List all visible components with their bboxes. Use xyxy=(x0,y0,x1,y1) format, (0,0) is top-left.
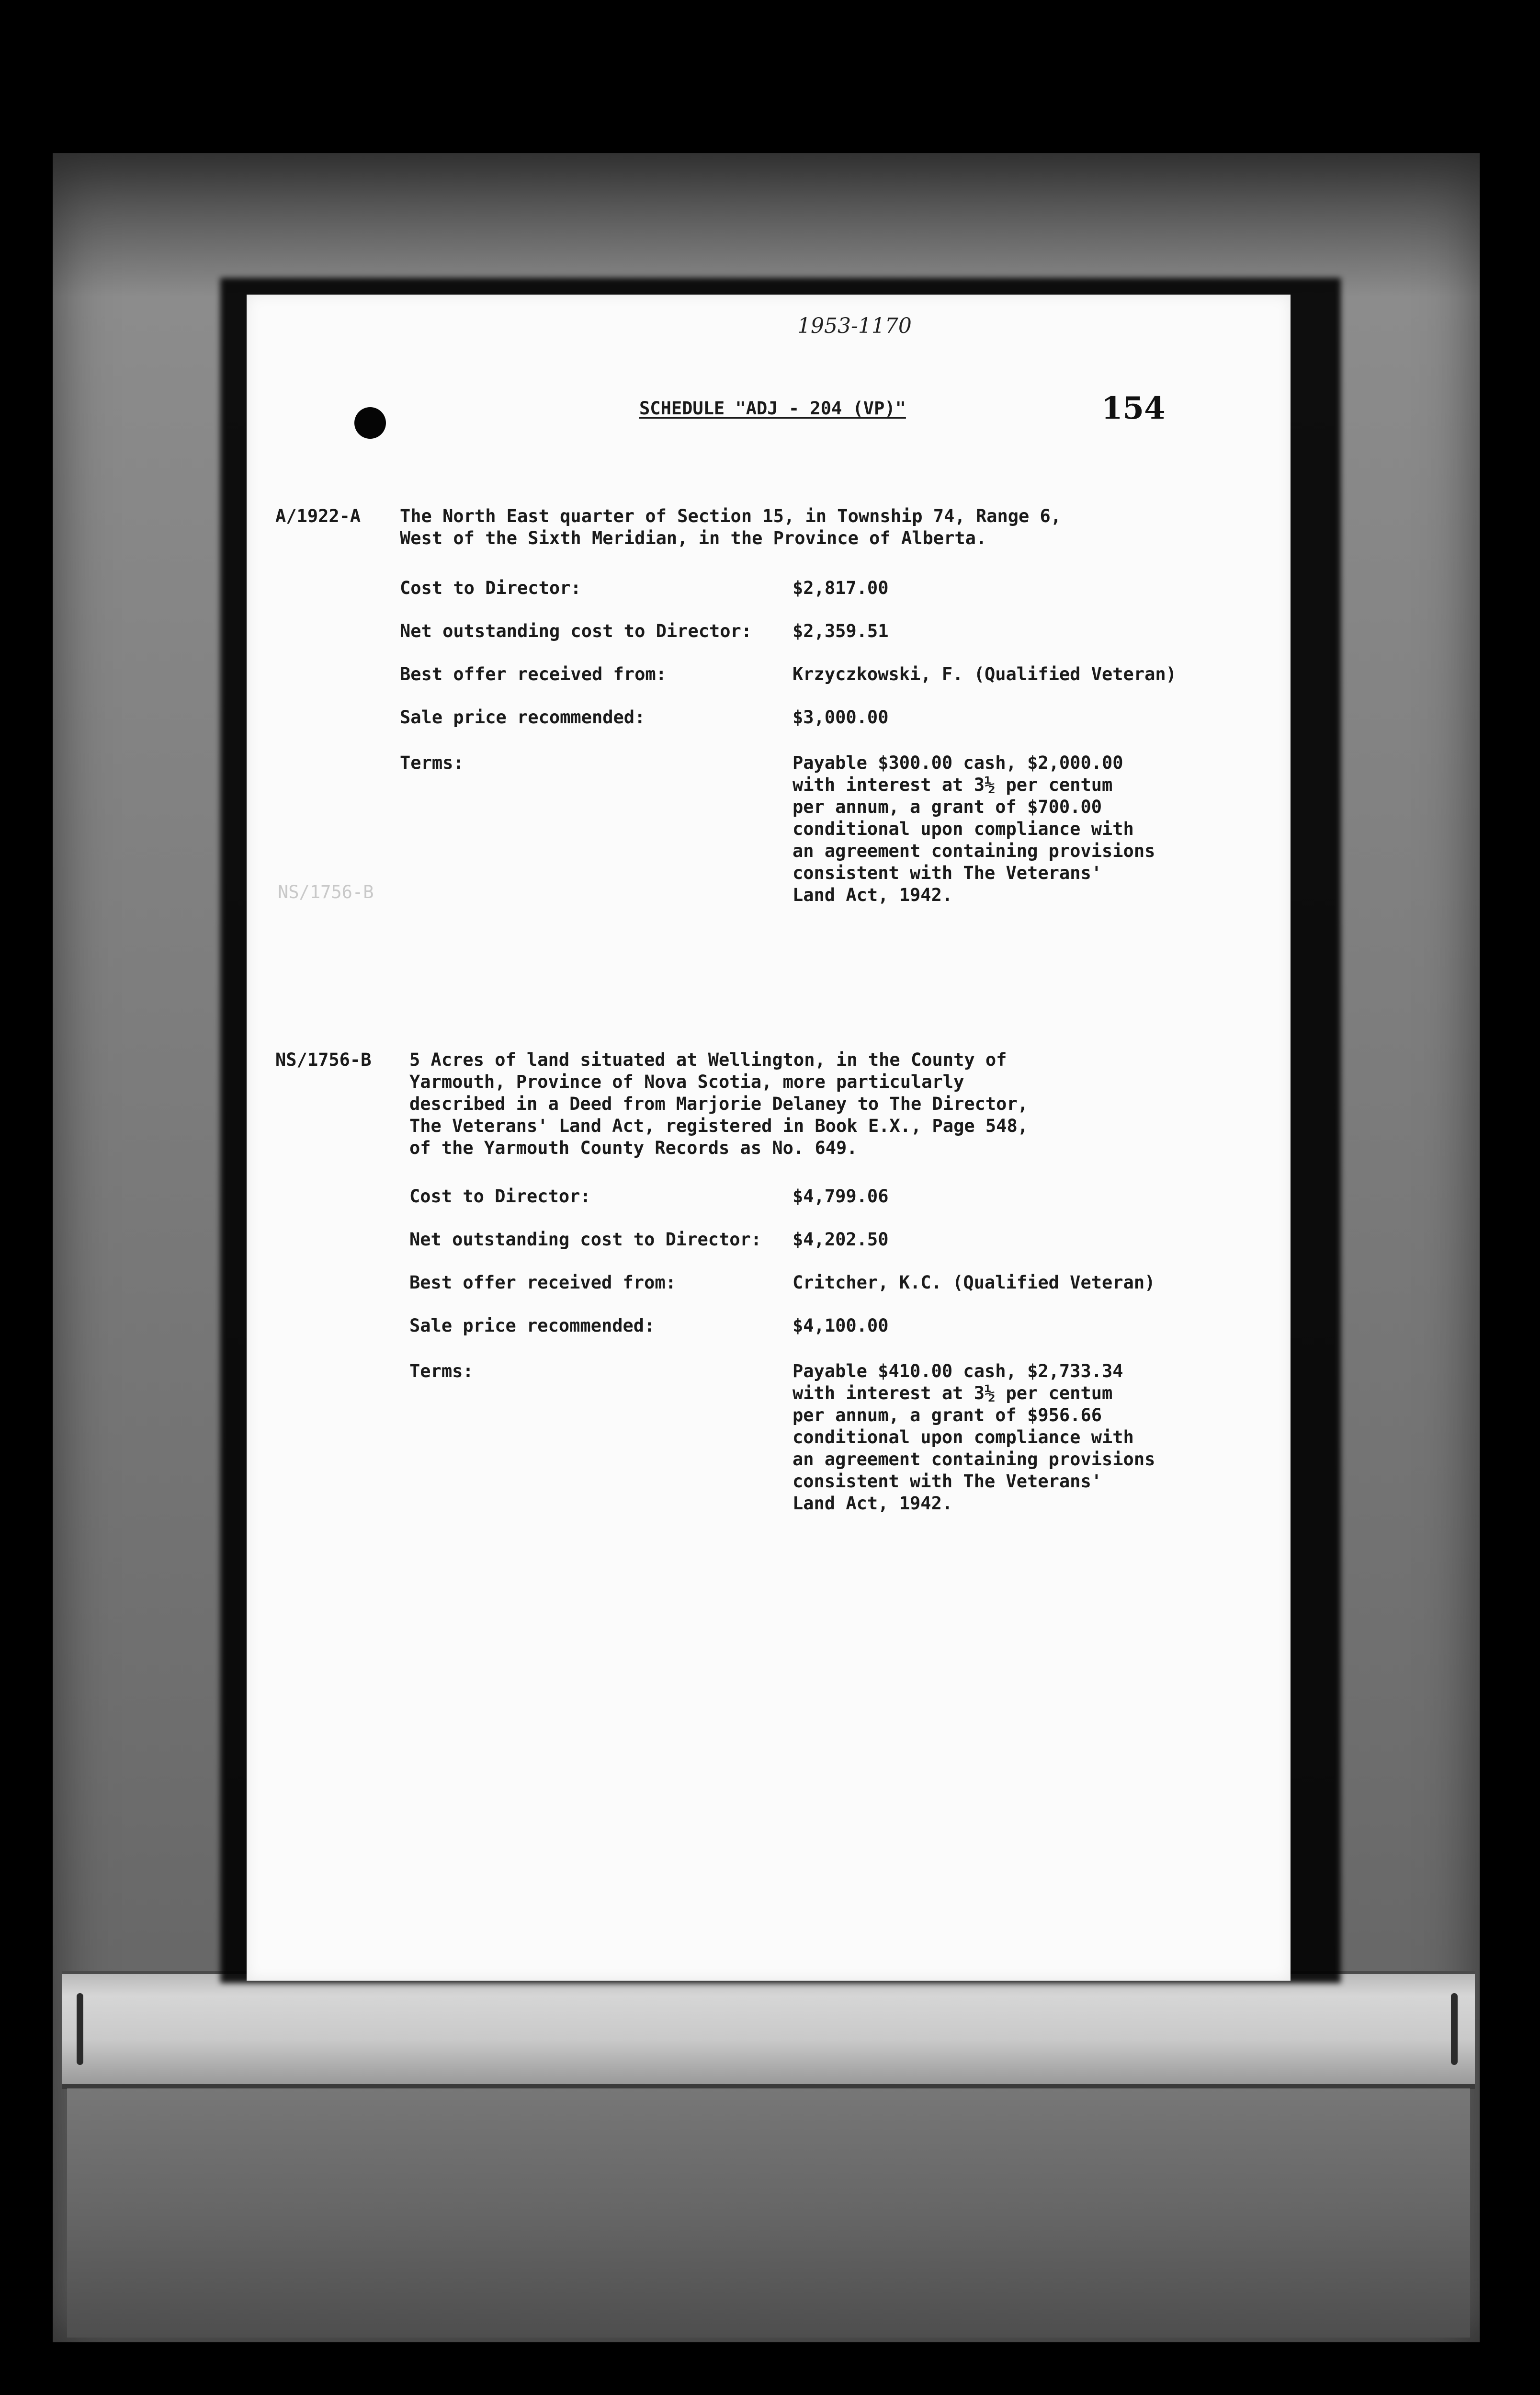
terms-line: Payable $410.00 cash, $2,733.34 xyxy=(793,1361,1123,1381)
clip-strip xyxy=(62,1971,1475,2089)
cost-label: Cost to Director: xyxy=(400,578,581,598)
terms-line: consistent with The Veterans' xyxy=(793,863,1102,883)
net-cost-label: Net outstanding cost to Director: xyxy=(409,1229,762,1250)
entry-description-line: of the Yarmouth County Records as No. 649. xyxy=(409,1138,858,1158)
terms-line: consistent with The Veterans' xyxy=(793,1471,1102,1492)
handwritten-reference: 1953-1170 xyxy=(797,314,912,338)
entry-description-line: 5 Acres of land situated at Wellington, in the County of xyxy=(409,1049,1007,1070)
mount-shadow xyxy=(53,153,1480,297)
terms-line: Land Act, 1942. xyxy=(793,885,953,905)
net-cost-value: $2,359.51 xyxy=(793,621,889,641)
sale-price-label: Sale price recommended: xyxy=(409,1315,655,1336)
cost-value: $2,817.00 xyxy=(793,578,889,598)
punch-hole xyxy=(354,407,386,439)
terms-label: Terms: xyxy=(400,753,464,773)
document-page xyxy=(247,295,1291,1981)
sale-price-value: $4,100.00 xyxy=(793,1315,889,1336)
terms-line: an agreement containing provisions xyxy=(793,1449,1155,1470)
clip-slot-right xyxy=(1451,1993,1458,2065)
entry-description-line: described in a Deed from Marjorie Delaney to The Director, xyxy=(409,1094,1029,1114)
net-cost-value: $4,202.50 xyxy=(793,1229,889,1250)
cost-value: $4,799.06 xyxy=(793,1186,889,1207)
bleed-through-text: NS/1756-B xyxy=(278,882,374,902)
sale-price-value: $3,000.00 xyxy=(793,707,889,728)
terms-line: conditional upon compliance with xyxy=(793,1427,1134,1448)
lower-mount-board xyxy=(67,2088,1470,2338)
cost-label: Cost to Director: xyxy=(409,1186,591,1207)
schedule-title: SCHEDULE "ADJ - 204 (VP)" xyxy=(639,398,906,419)
entry-description-line: West of the Sixth Meridian, in the Province of Alberta. xyxy=(400,528,987,548)
entry-ref: NS/1756-B xyxy=(275,1049,372,1070)
offer-value: Krzyczkowski, F. (Qualified Veteran) xyxy=(793,664,1177,684)
sale-price-label: Sale price recommended: xyxy=(400,707,645,728)
terms-label: Terms: xyxy=(409,1361,474,1381)
offer-label: Best offer received from: xyxy=(409,1272,676,1293)
terms-line: per annum, a grant of $700.00 xyxy=(793,797,1102,817)
offer-value: Critcher, K.C. (Qualified Veteran) xyxy=(793,1272,1155,1293)
terms-line: an agreement containing provisions xyxy=(793,841,1155,861)
terms-line: with interest at 3½ per centum xyxy=(793,1383,1113,1403)
page-number: 154 xyxy=(1101,390,1166,426)
entry-description-line: The North East quarter of Section 15, in Township 74, Range 6, xyxy=(400,506,1062,526)
entry-description-line: Yarmouth, Province of Nova Scotia, more particularly xyxy=(409,1072,964,1092)
terms-line: Land Act, 1942. xyxy=(793,1493,953,1514)
terms-line: per annum, a grant of $956.66 xyxy=(793,1405,1102,1426)
terms-line: with interest at 3½ per centum xyxy=(793,775,1113,795)
terms-line: Payable $300.00 cash, $2,000.00 xyxy=(793,753,1123,773)
entry-description-line: The Veterans' Land Act, registered in Book E.X., Page 548, xyxy=(409,1116,1029,1136)
offer-label: Best offer received from: xyxy=(400,664,667,684)
entry-ref: A/1922-A xyxy=(275,506,361,526)
terms-line: conditional upon compliance with xyxy=(793,819,1134,839)
clip-slot-left xyxy=(77,1993,83,2065)
net-cost-label: Net outstanding cost to Director: xyxy=(400,621,752,641)
